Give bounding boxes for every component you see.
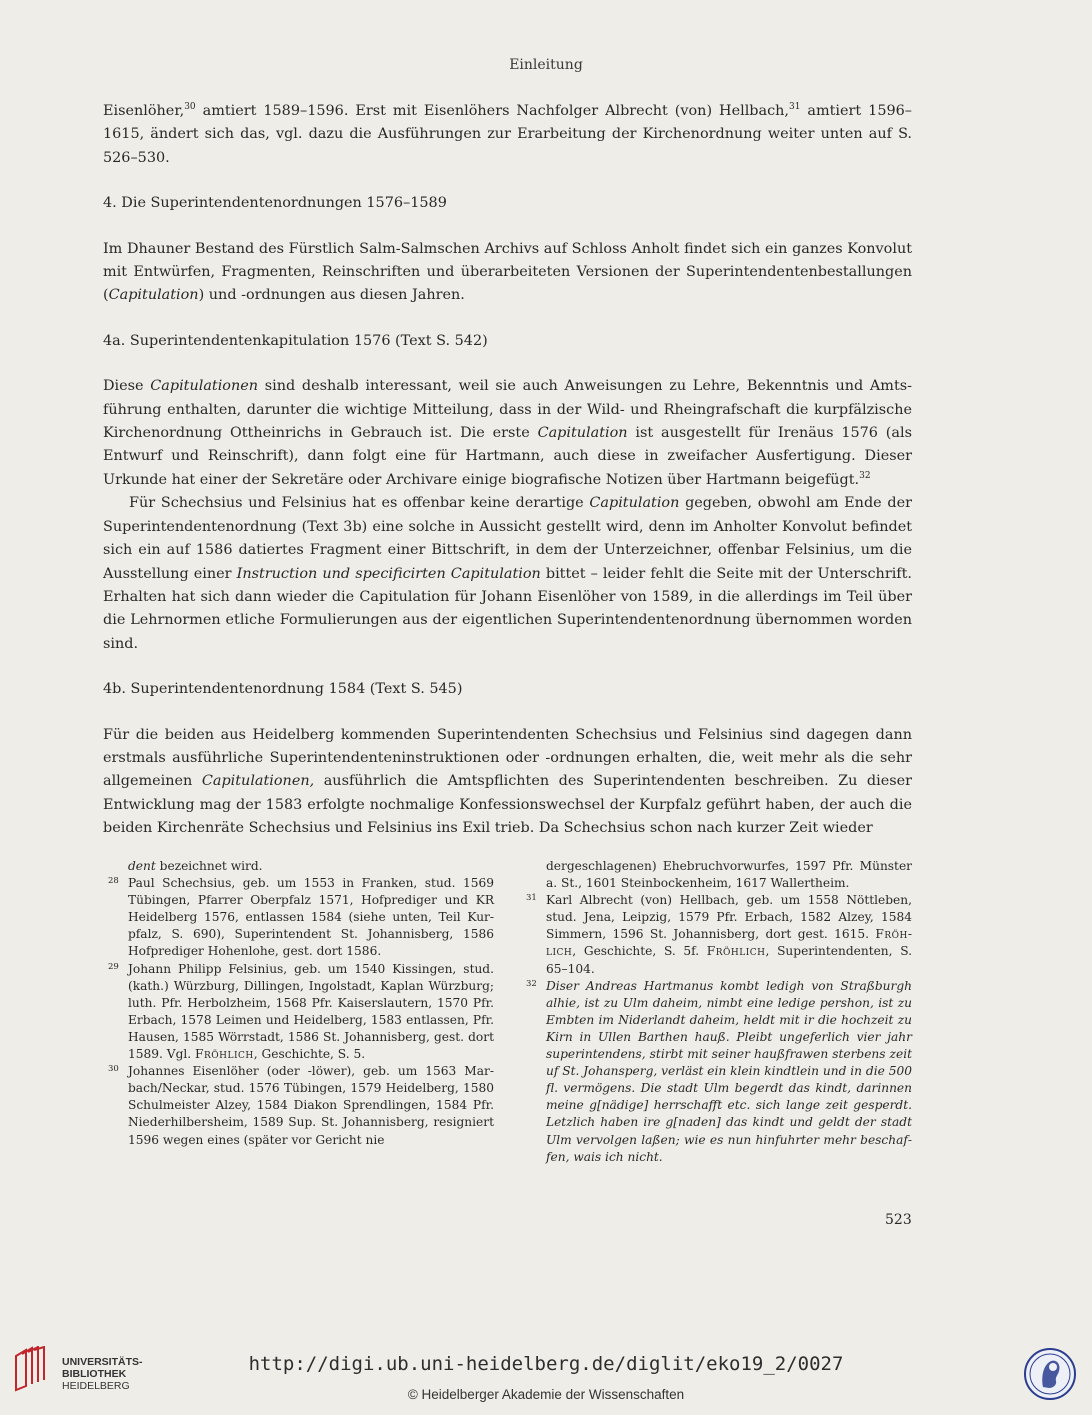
footnote-ref-31[interactable]: 31 [789,102,801,112]
footer-bar [0,1340,1092,1415]
text: Diese [103,378,151,395]
footnote-ref-30[interactable]: 30 [184,102,196,112]
paragraph-3 [103,375,912,492]
footnote-text: Paul Schechsius, geb. um 1553 in Franken, stud. 1569 Tübingen, Pfarrer Oberpfalz 1571, Hofprediger und KR Heidelberg 1576, entlassen 1584 (siehe unten, Teil Kurpfalz, S. 690), Superintendent St. Johannisberg, 1586 Hofprediger Hohenlohe, gest. dort 1586. [128,876,494,959]
footnote-32 [526,978,912,1166]
section-heading-4a: 4a. Superintendentenkapitulation 1576 (Text S. 542) [103,332,488,349]
paragraph-1 [103,100,912,170]
footnote-text: , Superintendenten, S. 65–104. [546,944,912,976]
page-number: 523 [885,1212,912,1228]
footnote-29 [108,961,494,1064]
footnote-text: , Geschichte, S. 5f. [572,944,707,959]
footnote-text: Johannes Eisenlöher (oder -löwer), geb. um 1563 Marbach/Neckar, stud. 1576 Tübingen, 1579 Heidelberg, 1580 Schulmeister Alzey, 1584 Diakon Sprendlingen, 1584 Pfr. Niederhilbersheim, 1589 Sup. St. Johannisberg, resigniert 1596 wegen eines (später vor Gericht nie [128,1064,494,1147]
italic-term: dent [128,859,156,873]
footnote-text: Karl Albrecht (von) Hellbach, geb. um 1558 Nöttleben, stud. Jena, Leipzig, 1579 Pfr. Erbach, 1582 Alzey, 1584 Simmern, 1596 St. Johannisberg, dort gest. 1615. [546,893,912,942]
footnote-text: Diser Andreas Hartmanus kombt ledigh von Straßburgh alhie, ist zu Ulm daheim, nimbt eine ledige pershon, ist zu Embten im Niderlandt daheim, heldt mit ir die hochzeit zu Kirn in Ullen Barthen hauß. Pleibt ungeferlich vier jahr superintendens, stirbt mit seiner haußfrawen sterbens zeit uf St. Johansperg, verläst ein klein kindtlein und in die 500 fl. vermögens. Die stadt Ulm begerdt das kindt, darinnen meine g[nädige] herrschafft etc. sich lange zeit gesperdt. Letzlich haben ire g[naden] das kindt und geldt der stadt Ulm vervolgen laßen; wie es nun hinfuhrter mehr beschaffen, wais ich nicht. [546,978,912,1164]
text: ) und -ordnungen aus diesen Jahren. [198,287,465,304]
copyright-notice: © Heidelberger Akademie der Wissenschaften [407,1387,685,1402]
footnote-number: 29 [108,961,119,972]
footnote-31 [526,892,912,977]
logo-line: HEIDELBERG [62,1380,130,1392]
text: Eisenlöher, [103,103,185,119]
section-heading-4: 4. Die Superintendentenordnungen 1576–1589 [103,195,447,212]
italic-term: Capitulation [537,425,628,442]
italic-term: Instruction und specificirten Capitulation [236,565,541,582]
logo-line: BIBLIOTHEK [62,1368,127,1380]
text: amtiert 1596–1615, ändert sich das, vgl. dazu die Ausführungen zur Erarbeitung der Kirchenordnung weiter unten auf S. 526–530. [103,103,912,166]
footnote-number: 31 [526,893,537,904]
footnote-number: 30 [108,1064,119,1075]
running-title: Einleitung [509,57,583,73]
paragraph-2 [103,238,912,308]
text: bittet – leider fehlt die Seite mit der Unterschrift. Erhalten hat sich dann wieder die Capitulation für Johann Eisenlöher von 1589, in die allerdings im Teil über die Lehrnormen etliche Formulierungen aus der eigentlichen Superintendentenordnung übernommen worden sind. [103,565,912,652]
footnote-30 [108,1063,494,1148]
footnote-column-left [108,858,494,1166]
footnote-number: 32 [526,978,537,989]
author-name: Fröhlich [195,1047,254,1062]
text: amtiert 1589–1596. Erst mit Eisenlöhers Nachfolger Albrecht (von) Hellbach, [195,103,789,119]
text: ausführlich die Amtspflichten des Superintendenten beschreiben. Zu dieser Entwicklung mag der 1583 erfolgte nochmalige Konfessionswechsel der Kurpfalz geführt haben, der auch die beiden Kirchenräte Schechsius und Felsinius ins Exil trieb. Da Schechsius schon nach kurzer Zeit wieder [103,773,912,837]
italic-term: Capitulationen, [201,773,315,790]
italic-term: Capitulation [589,495,680,512]
author-name: Fröhlich [546,927,912,959]
paragraph-5 [103,724,912,841]
section-heading-4b: 4b. Superintendentenordnung 1584 (Text S. 545) [103,681,463,698]
italic-term: Capitulationen [150,378,259,395]
paragraph-4 [103,492,912,656]
footnotes [108,858,912,1166]
text: bezeichnet wird. [155,859,263,873]
text: Für die beiden aus Heidelberg kommenden Superintendenten Schechsius und Felsinius sind dagegen dann erstmals ausführliche Superintendenteninstruktionen oder -ordnungen erhalten, die, weit mehr als die sehr allgemeinen [103,726,912,790]
footnote-ref-32[interactable]: 32 [859,470,871,481]
text: sind deshalb interessant, weil sie auch Anweisungen zu Lehre, Bekenntnis und Amtsführung enthalten, darunter die wichtige Mitteilung, dass in der Wild- und Rheingrafschaft die kurpfälzische Kirchenordnung Ottheinrichs in Gebrauch ist. Die erste [103,378,912,442]
academy-seal-icon [1023,1347,1077,1401]
footnote-continuation [108,858,494,875]
footnote-text: , Geschichte, S. 5. [253,1047,366,1062]
footnote-number: 28 [108,876,119,887]
main-text [103,100,912,841]
footnote-30-continuation: dergeschlagenen) Ehebruchvorwurfes, 1597 Pfr. Münster a. St., 1601 Steinbockenheim, 1617 Wallertheim. [546,859,912,891]
logo-line: UNIVERSITÄTS- [62,1356,143,1368]
author-name: Fröhlich [706,944,766,959]
footnote-28 [108,875,494,960]
permalink-url[interactable]: http://digi.ub.uni-heidelberg.de/diglit/eko19_2/0027 [248,1353,844,1375]
text: Für Schechsius und Felsinius hat es offenbar keine derartige [129,495,590,512]
footnote-column-right [526,858,912,1166]
text: Im Dhauner Bestand des Fürstlich Salm-Salmschen Archivs auf Schloss Anholt findet sich ein ganzes Konvolut mit Entwürfen, Fragmenten, Reinschriften und überarbeiteten Versionen der Superintendentenbestallungen ( [103,240,912,304]
text: gegeben, obwohl am Ende der Superintendentenordnung (Text 3b) eine solche in Aussicht gestellt wird, denn im Anholter Konvolut befindet sich ein auf 1586 datiertes Fragment einer Bittschrift, in dem der Unterzeichner, offenbar Felsinius, um die Ausstellung einer [103,495,912,582]
text: ist ausgestellt für Irenäus 1576 (als Entwurf und Reinschrift), dann folgt eine für Hartmann, auch diese in zweifacher Ausfertigung. Dieser Urkunde hat einer der Sekretäre oder Archivare einige biografische Notizen über Hartmann beigefügt. [103,425,912,488]
italic-term: Capitulation [108,287,199,304]
footnote-text: Johann Philipp Felsinius, geb. um 1540 Kissingen, stud. (kath.) Würzburg, Dillingen, Ingolstadt, Kaplan Würzburg; luth. Pfr. Herbolzheim, 1568 Pfr. Kaiserslautern, 1570 Pfr. Erbach, 1578 Leimen und Heidelberg, 1583 entlassen, Pfr. Hausen, 1585 Wörrstadt, 1586 St. Johannisberg, gest. dort 1589. Vgl. [128,961,494,1062]
